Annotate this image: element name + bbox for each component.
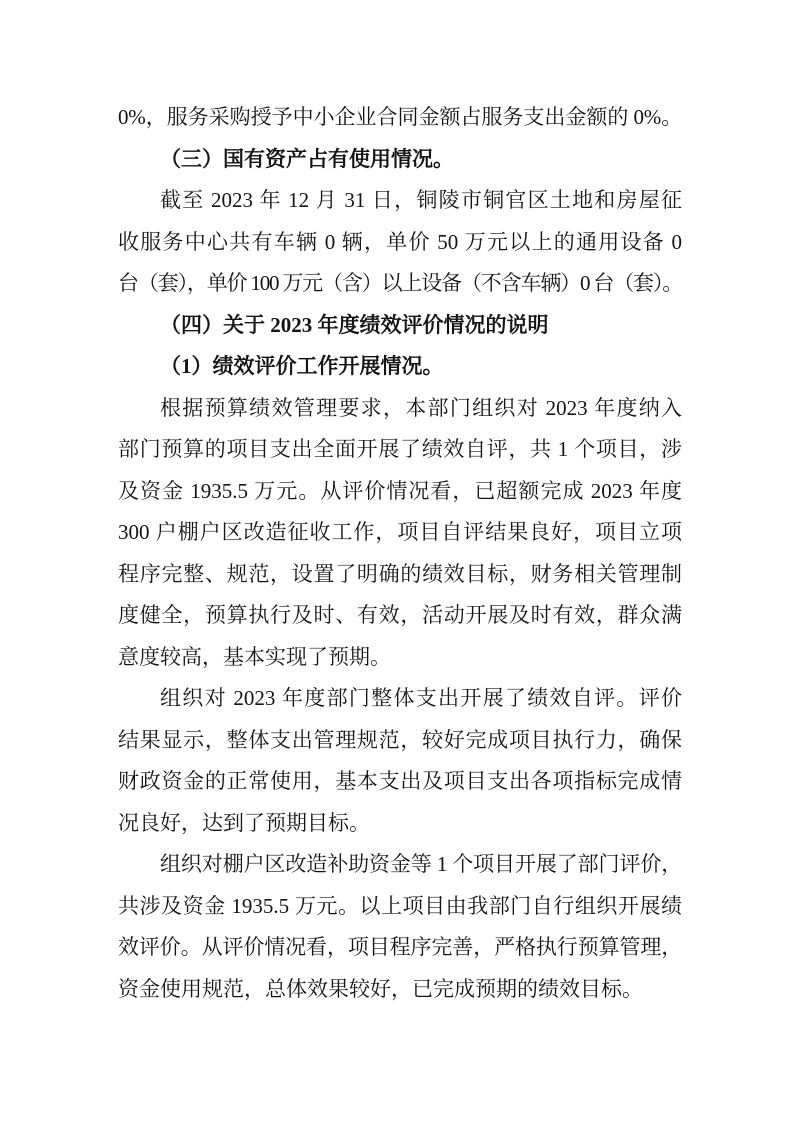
text-line: 结果显示，整体支出管理规范，较好完成项目执行力，确保 (118, 727, 682, 752)
text-line: 意度较高，基本实现了预期。 (118, 644, 391, 669)
text-line: 根据预算绩效管理要求，本部门组织对 2023 年度纳入 (160, 395, 682, 420)
text-line: 截至 2023 年 12 月 31 日，铜陵市铜官区土地和房屋征 (160, 188, 682, 212)
heading-line: （1）绩效评价工作开展情况。 (160, 354, 444, 378)
text-line: 300 户棚户区改造征收工作，项目自评结果良好，项目立项 (118, 520, 682, 544)
section-heading-performance (118, 305, 682, 347)
heading-line: （三）国有资产占有使用情况。 (160, 146, 454, 171)
text-line: 况良好，达到了预期目标。 (118, 810, 370, 835)
text-line: 0%，服务采购授予中小企业合同金额占服务支出金额的 0%。 (118, 105, 682, 129)
text-line: 度健全，预算执行及时、有效，活动开展及时有效，群众满 (118, 603, 682, 627)
text-line: 资金使用规范，总体效果较好，已完成预期的绩效目标。 (118, 976, 643, 1001)
text-line: 财政资金的正常使用，基本支出及项目支出各项指标完成情 (118, 769, 682, 793)
paragraph-department-evaluation (118, 844, 682, 1010)
text-line: 台（套），单价 100 万元（含）以上设备（不含车辆）0 台（套）。 (118, 271, 682, 295)
heading-line: （四）关于 2023 年度绩效评价情况的说明 (160, 312, 549, 337)
text-line: 及资金 1935.5 万元。从评价情况看，已超额完成 2023 年度 (118, 478, 682, 503)
text-line: 组织对棚户区改造补助资金等 1 个项目开展了部门评价， (160, 852, 682, 876)
paragraph-self-evaluation (118, 388, 682, 679)
section-heading-assets (118, 139, 682, 181)
text-line: 程序完整、规范，设置了明确的绩效目标，财务相关管理制 (118, 561, 682, 586)
document-body (118, 97, 682, 1010)
subsection-heading-evaluation (118, 346, 682, 388)
paragraph-assets (118, 180, 682, 305)
text-line: 部门预算的项目支出全面开展了绩效自评，共 1 个项目，涉 (118, 437, 682, 461)
text-line: 收服务中心共有车辆 0 辆，单价 50 万元以上的通用设备 0 (118, 229, 682, 254)
text-line: 共涉及资金 1935.5 万元。以上项目由我部门自行组织开展绩 (118, 893, 682, 918)
text-line: 组织对 2023 年度部门整体支出开展了绩效自评。评价 (160, 686, 682, 710)
paragraph-overall-expenditure (118, 678, 682, 844)
paragraph-continuation (118, 97, 682, 139)
text-line: 效评价。从评价情况看，项目程序完善，严格执行预算管理， (118, 935, 682, 959)
